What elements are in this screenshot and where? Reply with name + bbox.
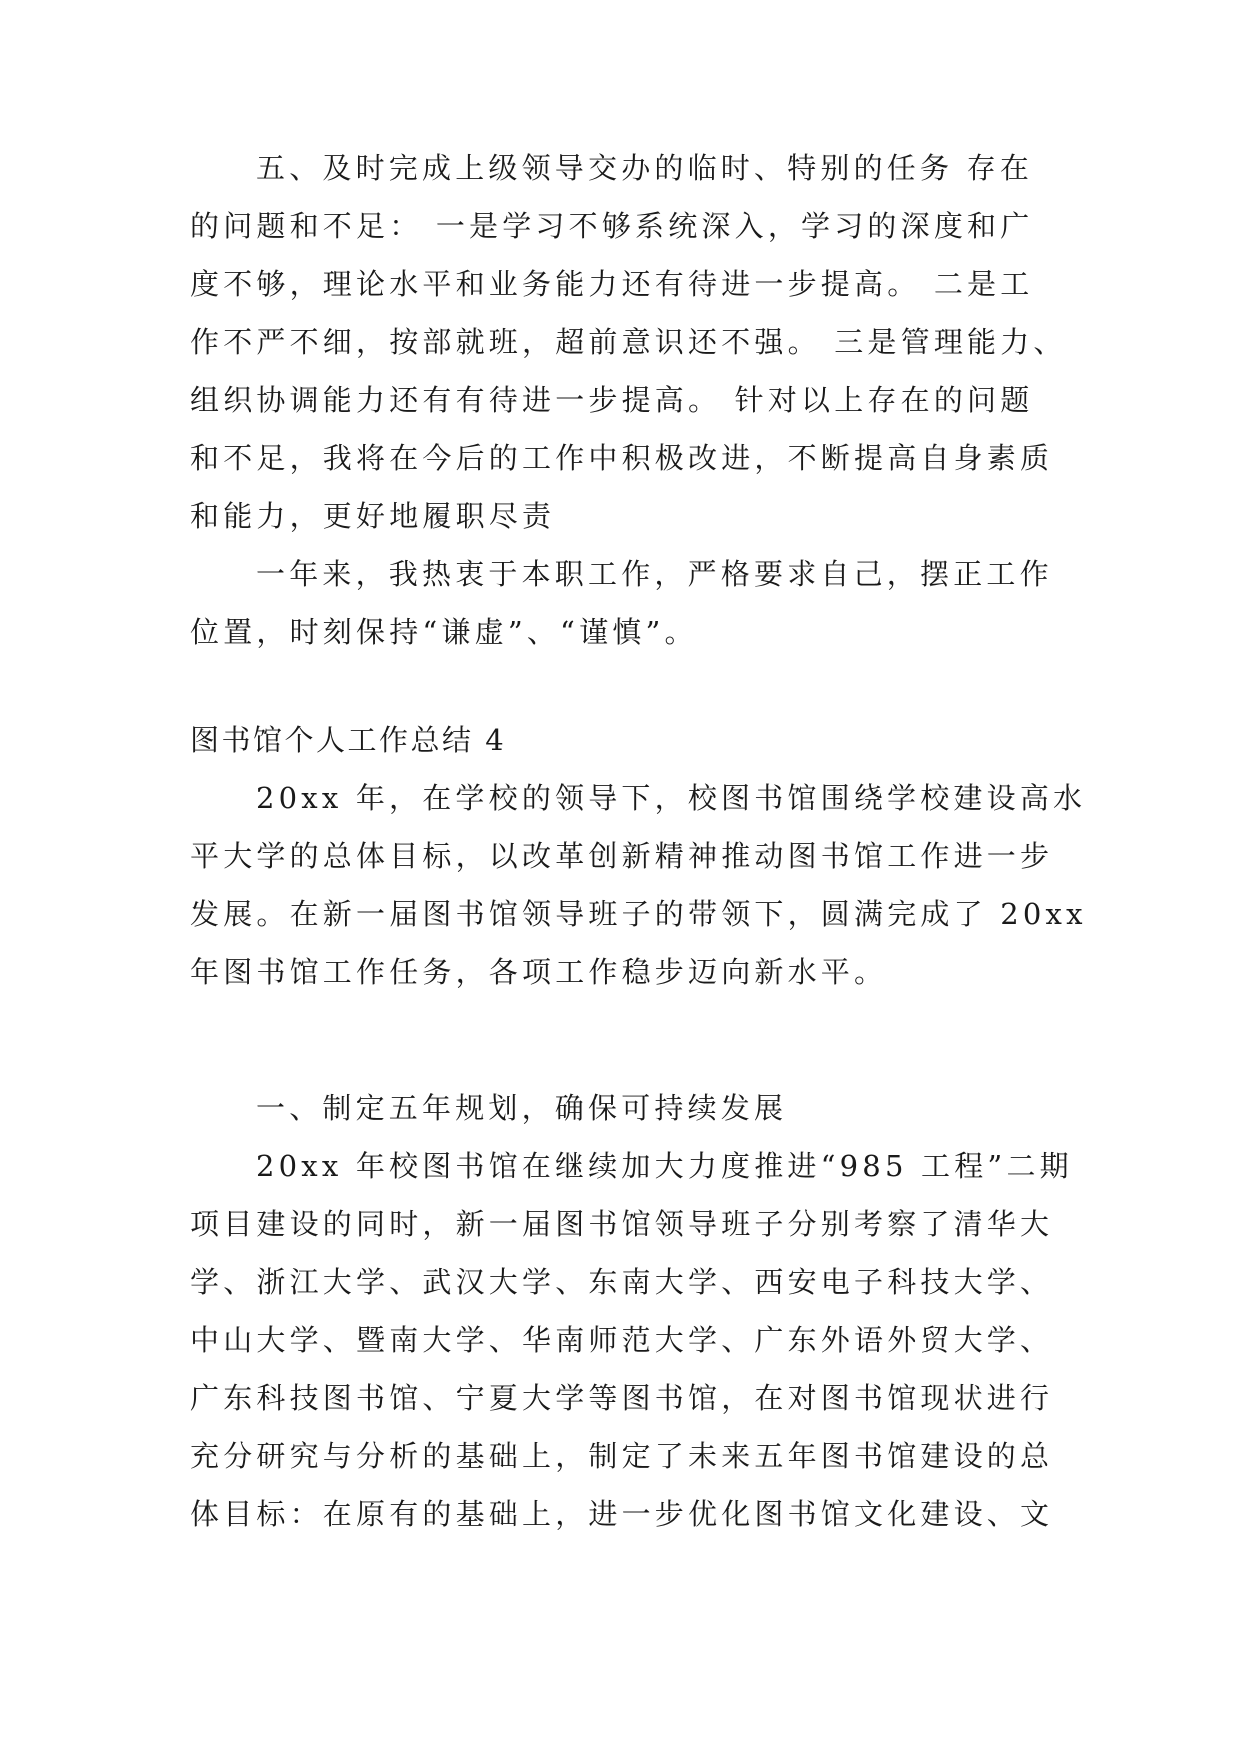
paragraph-line: 和不足，我将在今后的工作中积极改进，不断提高自身素质: [190, 441, 1054, 475]
paragraph-line: 五、及时完成上级领导交办的临时、特别的任务 存在: [256, 151, 1034, 185]
paragraph-line: 项目建设的同时，新一届图书馆领导班子分别考察了清华大: [190, 1207, 1054, 1241]
paragraph-line: 充分研究与分析的基础上，制定了未来五年图书馆建设的总: [190, 1439, 1054, 1473]
paragraph-line: 平大学的总体目标，以改革创新精神推动图书馆工作进一步: [190, 839, 1054, 873]
paragraph-line: 的问题和不足： 一是学习不够系统深入，学习的深度和广: [190, 209, 1034, 243]
paragraph-line: 年图书馆工作任务，各项工作稳步迈向新水平。: [190, 955, 888, 989]
paragraph-line: 度不够，理论水平和业务能力还有待进一步提高。 二是工: [190, 267, 1034, 301]
paragraph-line: 发展。在新一届图书馆领导班子的带领下，圆满完成了 20xx: [190, 897, 1087, 931]
paragraph-line: 作不严不细，按部就班，超前意识还不强。 三是管理能力、: [190, 325, 1067, 359]
paragraph-line: 一年来，我热衷于本职工作，严格要求自己，摆正工作: [256, 557, 1053, 591]
paragraph-line: 组织协调能力还有有待进一步提高。 针对以上存在的问题: [190, 383, 1034, 417]
paragraph-line: 和能力，更好地履职尽责: [190, 499, 556, 533]
paragraph-line: 20xx 年校图书馆在继续加大力度推进“985 工程”二期: [256, 1149, 1073, 1183]
section-heading: 一、制定五年规划，确保可持续发展: [256, 1091, 788, 1125]
paragraph-line: 20xx 年，在学校的领导下，校图书馆围绕学校建设高水: [256, 781, 1087, 815]
paragraph-line: 中山大学、暨南大学、华南师范大学、广东外语外贸大学、: [190, 1323, 1054, 1357]
paragraph-line: 位置，时刻保持“谦虚”、“谨慎”。: [190, 615, 698, 649]
paragraph-line: 体目标：在原有的基础上，进一步优化图书馆文化建设、文: [190, 1497, 1054, 1531]
document-title: 图书馆个人工作总结 4: [190, 723, 507, 757]
paragraph-line: 广东科技图书馆、宁夏大学等图书馆，在对图书馆现状进行: [190, 1381, 1054, 1415]
paragraph-line: 学、浙江大学、武汉大学、东南大学、西安电子科技大学、: [190, 1265, 1054, 1299]
